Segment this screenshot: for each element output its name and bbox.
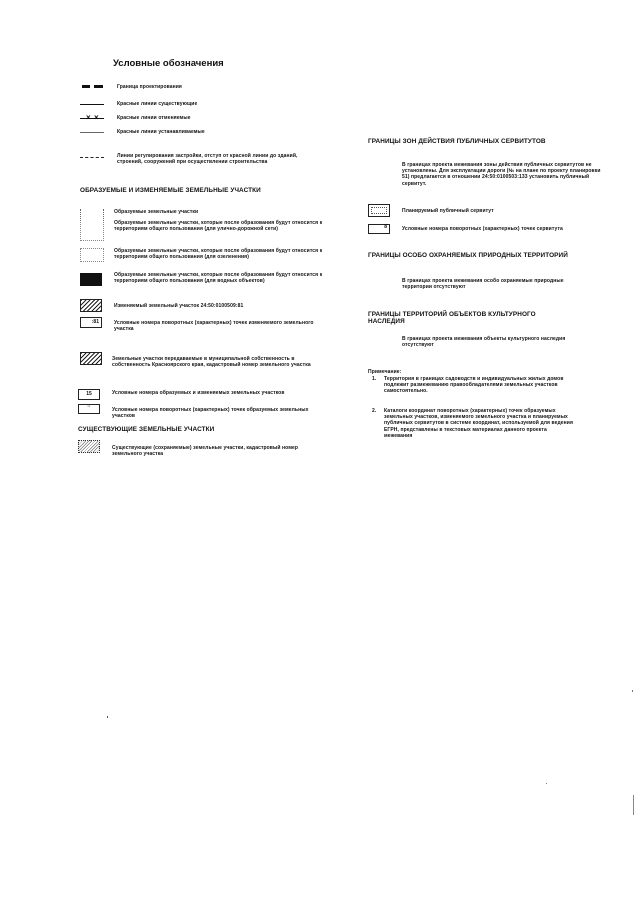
bold-dash-line-icon [94,85,103,88]
legend-item-label: Планируемый публичный сервитут [402,208,494,214]
section-description: В границах проекта межевания зоны действия публичных сервитутов не установлены. Для эксплуатации дороги (№ на плане по проекту планировки 51) предлагается в отношении 24:50:0100503:133 установить публичный сервитут. [402,162,601,187]
dotted-square-icon [80,209,104,221]
note-text: Территория в границах садоводств и индивидуальных жилых домов подлежит размежеванию правообладателями земельных участков самостоятельно. [384,376,564,395]
scan-speck [633,795,634,815]
section-heading: ГРАНИЦЫ ОСОБО ОХРАНЯЕМЫХ ПРИРОДНЫХ ТЕРРИТОРИЙ [368,252,568,259]
hatched-rect-icon [80,352,102,365]
legend-item-label: Красные линии отменяемые [117,115,191,121]
dotted-rect-icon [368,204,390,217]
thin-line-icon [80,132,104,133]
note-number: 1. [372,376,377,382]
legend-item-label: Существующие (сохраняемые) земельные участки, кадастровый номер земельного участка [112,445,299,458]
scan-speck [546,783,547,784]
legend-item-label: Изменяемый земельный участок 24:50:0100509:81 [114,303,244,309]
crossed-line-icon [80,118,104,119]
legend-item-label: Образуемые земельные участки, которые после образования будут относится к территориям общего пользования (для улично-дорожной сети) [114,220,323,233]
hatched-rect-icon [80,299,102,312]
section-heading: ГРАНИЦЫ ТЕРРИТОРИЙ ОБЪЕКТОВ КУЛЬТУРНОГО НАСЛЕДИЯ [368,311,536,326]
legend-item-label: Образуемые земельные участки [114,209,199,215]
numbered-box-icon: ·· [78,404,100,414]
note-number: 2. [372,408,377,414]
cross-mark-icon: × [86,113,91,122]
legend-item-label: Красные линии существующие [117,101,198,107]
scan-speck [632,690,633,692]
light-hatched-rect-icon [78,440,100,453]
black-rect-icon [80,273,102,286]
legend-item-label: Линии регулирования застройки, отступ от красной линии до зданий, строений, сооружений при осуществлении строительства [117,153,298,166]
section-description: В границах проекта межевания объекты культурного наследия отсутствуют [402,336,566,349]
dashed-line-icon [80,157,104,158]
section-description: В границах проекта межевания особо охраняемые природные территории отсутствуют [402,278,564,291]
legend-title: Условные обозначения [113,58,224,69]
numbered-box-icon: 15 [78,389,100,400]
notes-heading: Примечание: [368,369,402,375]
legend-item-label: Земельные участки передаваемые в муниципальной собственность в собственность Красноярского края, кадастровый номер земельного участка [112,356,311,369]
legend-item-label: Образуемые земельные участки, которые после образования будут относится к территориям общего пользования (для озеленения) [114,248,323,261]
solid-line-icon [80,104,104,105]
dotted-inner-border [371,207,387,214]
cross-mark-icon: × [94,113,99,122]
legend-item-label: Условные номера поворотных (характерных) точек образуемых земельных участков [112,407,309,420]
section-heading: ГРАНИЦЫ ЗОН ДЕЙСТВИЯ ПУБЛИЧНЫХ СЕРВИТУТОВ [368,138,546,145]
dotted-square-icon [80,248,104,262]
numbered-box-icon: 8 [368,224,390,234]
legend-item-label: Образуемые земельные участки, которые после образования будут относится к территориям общего пользования (для водных объектов) [114,272,323,285]
section-heading: СУЩЕСТВУЮЩИЕ ЗЕМЕЛЬНЫЕ УЧАСТКИ [78,426,215,433]
numbered-box-icon: :81 [80,317,102,328]
dotted-square-icon [80,222,104,241]
legend-item-label: Красные линии устанавливаемые [117,129,205,135]
legend-item-label: Условные номера поворотных (характерных) точек изменяемого земельного участка [114,320,314,333]
legend-item-label: Условные номера поворотных (характерных) точек сервитута [402,226,563,232]
legend-item-label: Граница проектирования [117,84,182,90]
scan-speck [107,716,108,718]
note-text: Каталоги координат поворотных (характерных) точек образуемых земельных участков, изменяемого земельного участка и планируемых публичных сервитутов в системе координат, используемой для ведения ЕГРН, представлены в текстовых материалах данного проекта межевания [384,408,573,439]
section-heading: ОБРАЗУЕМЫЕ И ИЗМЕНЯЕМЫЕ ЗЕМЕЛЬНЫЕ УЧАСТКИ [80,187,261,194]
legend-item-label: Условные номера образуемых и изменяемых земельных участков [112,390,285,396]
bold-dash-line-icon [82,85,90,88]
